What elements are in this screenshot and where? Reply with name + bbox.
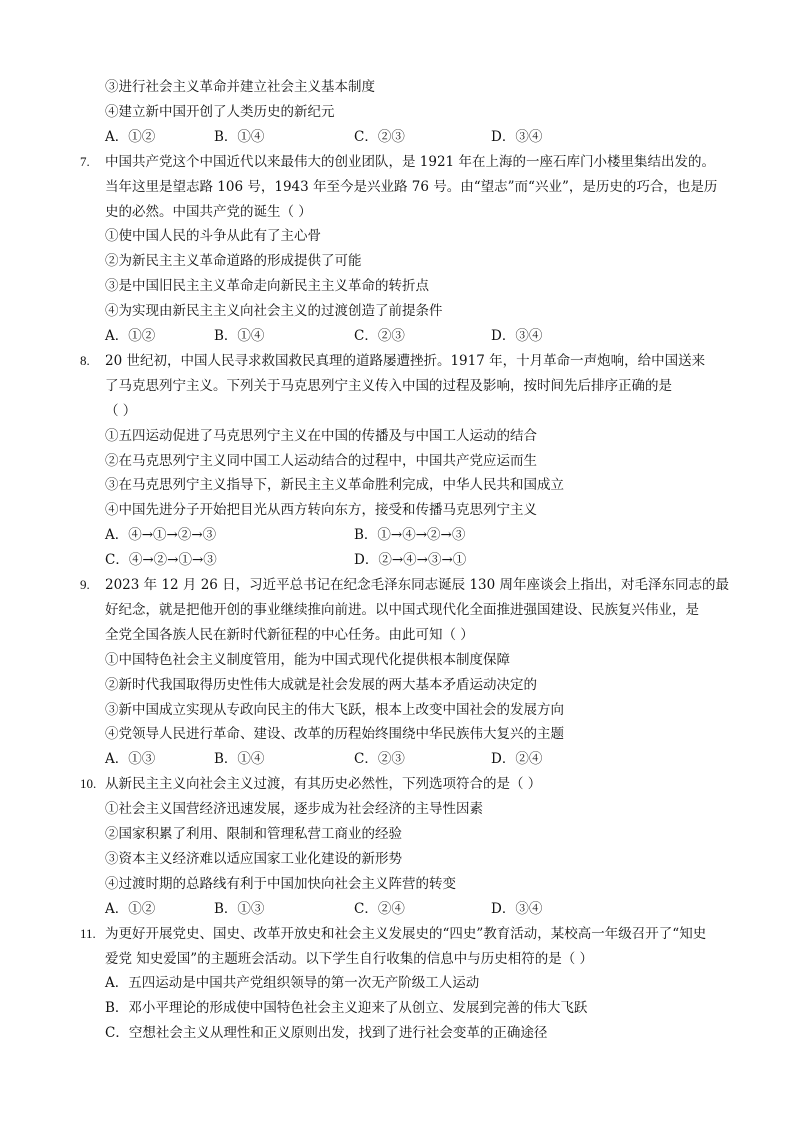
text-line: ④过渡时期的总路线有利于中国加快向社会主义阵营的转变 <box>105 875 456 892</box>
text-line: ②为新民主主义革命道路的形成提供了可能 <box>105 253 362 270</box>
answer-option: A．①② <box>105 900 156 917</box>
question-number: 7. <box>80 153 90 169</box>
text-line: ①五四运动促进了马克思列宁主义在中国的传播及与中国工人运动的结合 <box>105 427 537 444</box>
text-line: ②新时代我国取得历史性伟大成就是社会发展的两大基本矛盾运动决定的 <box>105 676 537 693</box>
text-line: ③新中国成立实现从专政向民主的伟大飞跃，根本上改变中国社会的发展方向 <box>105 701 564 718</box>
text-line: ④党领导人民进行革命、建设、改革的历程始终围绕中华民族伟大复兴的主题 <box>105 726 564 743</box>
text-line: ②国家积累了利用、限制和管理私营工商业的经验 <box>105 826 402 842</box>
text-line: ①中国特色社会主义制度管用，能为中国式现代化提供根本制度保障 <box>105 651 510 668</box>
question-number: 9. <box>80 577 90 592</box>
question-stem: 中国共产党这个中国近代以来最伟大的创业团队，是 1921 年在上海的一座石库门小楼里集结出发的。 <box>105 153 715 170</box>
text-line: （ ） <box>105 402 137 419</box>
answer-option: C．④→②→①→③ <box>105 552 217 569</box>
answer-option: A．①③ <box>105 751 156 768</box>
answer-option: D．③④ <box>491 128 543 145</box>
question-number: 8. <box>80 352 90 368</box>
answer-option: B．①④ <box>214 328 265 344</box>
text-line: ③资本主义经济难以适应国家工业化建设的新形势 <box>105 850 402 867</box>
text-line: ③在马克思列宁主义指导下，新民主主义革命胜利完成，中华人民共和国成立 <box>105 477 564 494</box>
question-stem: 20 世纪初，中国人民寻求救国救民真理的道路屡遭挫折。1917 年，十月革命一声炮响，给中国送来 <box>105 352 706 369</box>
text-line: ③是中国旧民主主义革命走向新民主主义革命的转折点 <box>105 278 429 295</box>
text-line: 史的必然。中国共产党的诞生（ ） <box>105 203 312 220</box>
question-number: 10. <box>80 776 97 792</box>
text-line: 了马克思列宁主义。下列关于马克思列宁主义传入中国的过程及影响，按时间先后排序正确的是 <box>105 377 672 394</box>
text-line: ④中国先进分子开始把目光从西方转向东方，接受和传播马克思列宁主义 <box>105 502 537 519</box>
question-stem: 为更好开展党史、国史、改革开放史和社会主义发展史的“四史”教育活动，某校高一年级召开了“知史 <box>105 925 707 942</box>
text-line: ③进行社会主义革命并建立社会主义基本制度 <box>105 79 375 95</box>
answer-option: C．②③ <box>354 328 405 344</box>
question-stem: 从新民主主义向社会主义过渡，有其历史必然性，下列选项符合的是（ ） <box>105 776 542 793</box>
answer-option: D．②→④→③→① <box>354 552 467 569</box>
answer-option: C．②④ <box>354 900 405 917</box>
text-line: 全党全国各族人民在新时代新征程的中心任务。由此可知（ ） <box>105 626 474 643</box>
answer-option: D．③④ <box>491 328 543 344</box>
answer-option: B．①④ <box>214 128 265 145</box>
answer-option: D．③④ <box>491 900 543 917</box>
text-line: ①社会主义国营经济迅速发展，逐步成为社会经济的主导性因素 <box>105 801 483 818</box>
text-line: 当年这里是望志路 106 号，1943 年至今是兴业路 76 号。由“望志”而“兴业”，是历史的巧合，也是历 <box>105 178 718 195</box>
answer-option: D．②④ <box>491 751 543 768</box>
answer-option: C．②③ <box>354 128 405 145</box>
question-stem: 2023 年 12 月 26 日，习近平总书记在纪念毛泽东同志诞辰 130 周年座谈会上指出，对毛泽东同志的最 <box>105 577 730 593</box>
text-line: ④为实现由新民主主义向社会主义的过渡创造了前提条件 <box>105 303 443 320</box>
text-line: ①使中国人民的斗争从此有了主心骨 <box>105 228 321 245</box>
answer-option: B．①→④→②→③ <box>354 527 466 544</box>
text-line: C．空想社会主义从理性和正义原则出发，找到了进行社会变革的正确途径 <box>105 1025 548 1042</box>
text-line: 爱党 知史爱国”的主题班会活动。以下学生自行收集的信息中与历史相符的是（ ） <box>105 950 593 967</box>
answer-option: C．②③ <box>354 751 405 768</box>
answer-option: B．①③ <box>214 900 265 917</box>
question-number: 11. <box>80 925 96 941</box>
text-line: ②在马克思列宁主义同中国工人运动结合的过程中，中国共产党应运而生 <box>105 452 537 469</box>
text-line: ④建立新中国开创了人类历史的新纪元 <box>105 103 335 120</box>
answer-option: A．①② <box>105 128 156 145</box>
answer-option: A．④→①→②→③ <box>105 527 217 544</box>
text-line: A．五四运动是中国共产党组织领导的第一次无产阶级工人运动 <box>105 975 480 992</box>
text-line: B．邓小平理论的形成使中国特色社会主义迎来了从创立、发展到完善的伟大飞跃 <box>105 1000 588 1017</box>
answer-option: B．①④ <box>214 751 265 768</box>
text-line: 好纪念，就是把他开创的事业继续推向前进。以中国式现代化全面推进强国建设、民族复兴伟业，是 <box>105 601 699 618</box>
answer-option: A．①② <box>105 328 156 344</box>
